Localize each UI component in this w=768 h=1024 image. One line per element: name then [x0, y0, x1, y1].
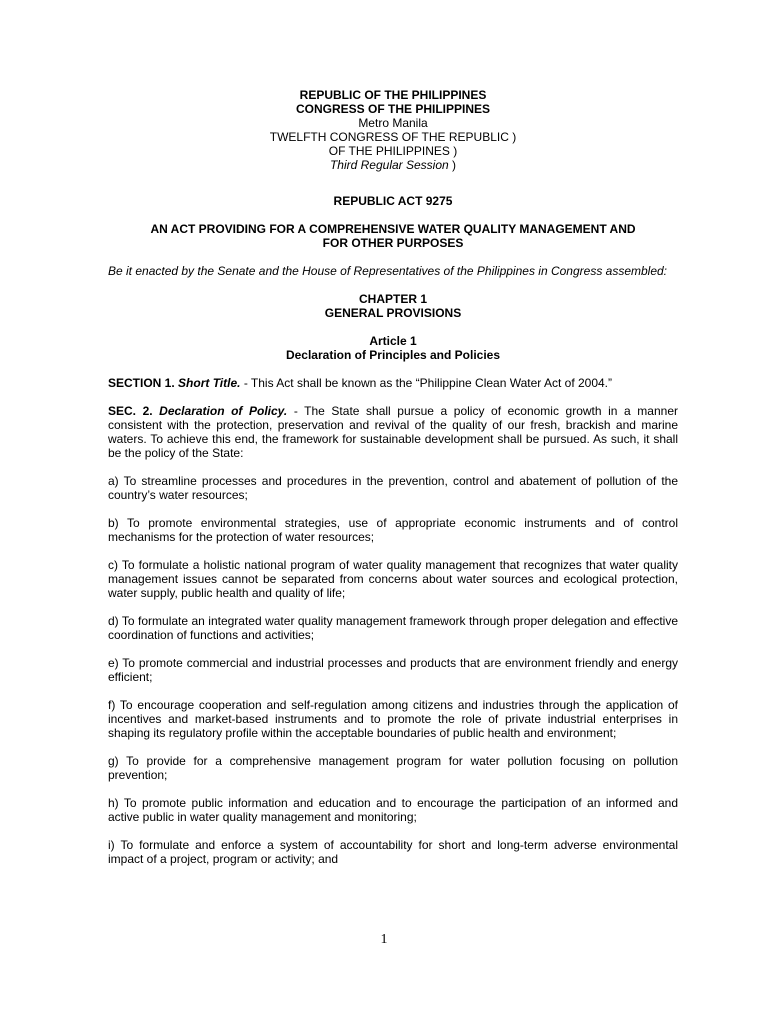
policy-item-b: b) To promote environmental strategies, use of appropriate economic instruments and of control mechanisms for the protection of water resources;: [108, 516, 678, 544]
session-suffix: ): [448, 158, 457, 172]
article-number: Article 1: [369, 334, 417, 348]
section-1: [108, 376, 678, 390]
section-2-label: SEC. 2.: [108, 404, 153, 418]
chapter-number: CHAPTER 1: [358, 292, 427, 306]
header-philippines: OF THE PHILIPPINES ): [328, 144, 458, 158]
policy-item-i: i) To formulate and enforce a system of accountability for short and long-term adverse environmental impact of a project, program or activity; and: [108, 838, 678, 866]
enacting-clause: Be it enacted by the Senate and the House of Representatives of the Philippines in Congress assembled:: [108, 264, 668, 278]
act-title: [108, 222, 678, 250]
act-title-line-2: FOR OTHER PURPOSES: [322, 236, 464, 250]
page-number: 1: [380, 932, 388, 947]
chapter-heading: [108, 292, 678, 320]
section-1-text: - This Act shall be known as the “Philippine Clean Water Act of 2004.”: [240, 376, 613, 390]
article-title: Declaration of Principles and Policies: [285, 348, 501, 362]
policy-item-a: a) To streamline processes and procedures in the prevention, control and abatement of pollution of the country’s water resources;: [108, 474, 678, 502]
policy-item-d: d) To formulate an integrated water quality management framework through proper delegation and effective coordination of functions and activities;: [108, 614, 678, 642]
header-session: [108, 158, 678, 172]
article-heading: [108, 334, 678, 362]
document-body: [108, 88, 678, 866]
chapter-title: GENERAL PROVISIONS: [324, 306, 462, 320]
policy-item-e: e) To promote commercial and industrial processes and products that are environment friendly and energy efficient;: [108, 656, 678, 684]
section-2-text: - The State shall pursue a policy of economic growth in a manner consistent with the protection, preservation and revival of the quality of our fresh, brackish and marine waters. To achieve this end, the framework for sustainable development shall be pursued. As such, it shall be the policy of the State:: [108, 404, 678, 460]
section-2: [108, 404, 678, 460]
document-header: [108, 88, 678, 116]
document-subheader: [108, 116, 678, 172]
section-2-heading: Declaration of Policy.: [159, 404, 288, 418]
session-name: Third Regular Session: [329, 158, 449, 172]
header-congress: CONGRESS OF THE PHILIPPINES: [295, 102, 491, 116]
header-republic: REPUBLIC OF THE PHILIPPINES: [299, 88, 487, 102]
policy-item-c: c) To formulate a holistic national program of water quality management that recognizes that water quality management issues cannot be separated from concerns about water sources and ecological protection, water supply, public health and quality of life;: [108, 558, 678, 600]
policy-item-g: g) To provide for a comprehensive management program for water pollution focusing on pollution prevention;: [108, 754, 678, 782]
header-location: Metro Manila: [358, 116, 428, 130]
policy-item-h: h) To promote public information and education and to encourage the participation of an informed and active public in water quality management and monitoring;: [108, 796, 678, 824]
policy-item-f: f) To encourage cooperation and self-regulation among citizens and industries through the application of incentives and market-based instruments and to promote the role of private industrial enterprises in shaping its regulatory profile within the acceptable boundaries of public health and environment;: [108, 698, 678, 740]
act-title-line-1: AN ACT PROVIDING FOR A COMPREHENSIVE WATER QUALITY MANAGEMENT AND: [150, 222, 636, 236]
section-1-heading: Short Title.: [178, 376, 241, 390]
act-number: REPUBLIC ACT 9275: [333, 194, 453, 208]
section-1-label: SECTION 1.: [108, 376, 175, 390]
header-congress-number: TWELFTH CONGRESS OF THE REPUBLIC ): [269, 130, 517, 144]
